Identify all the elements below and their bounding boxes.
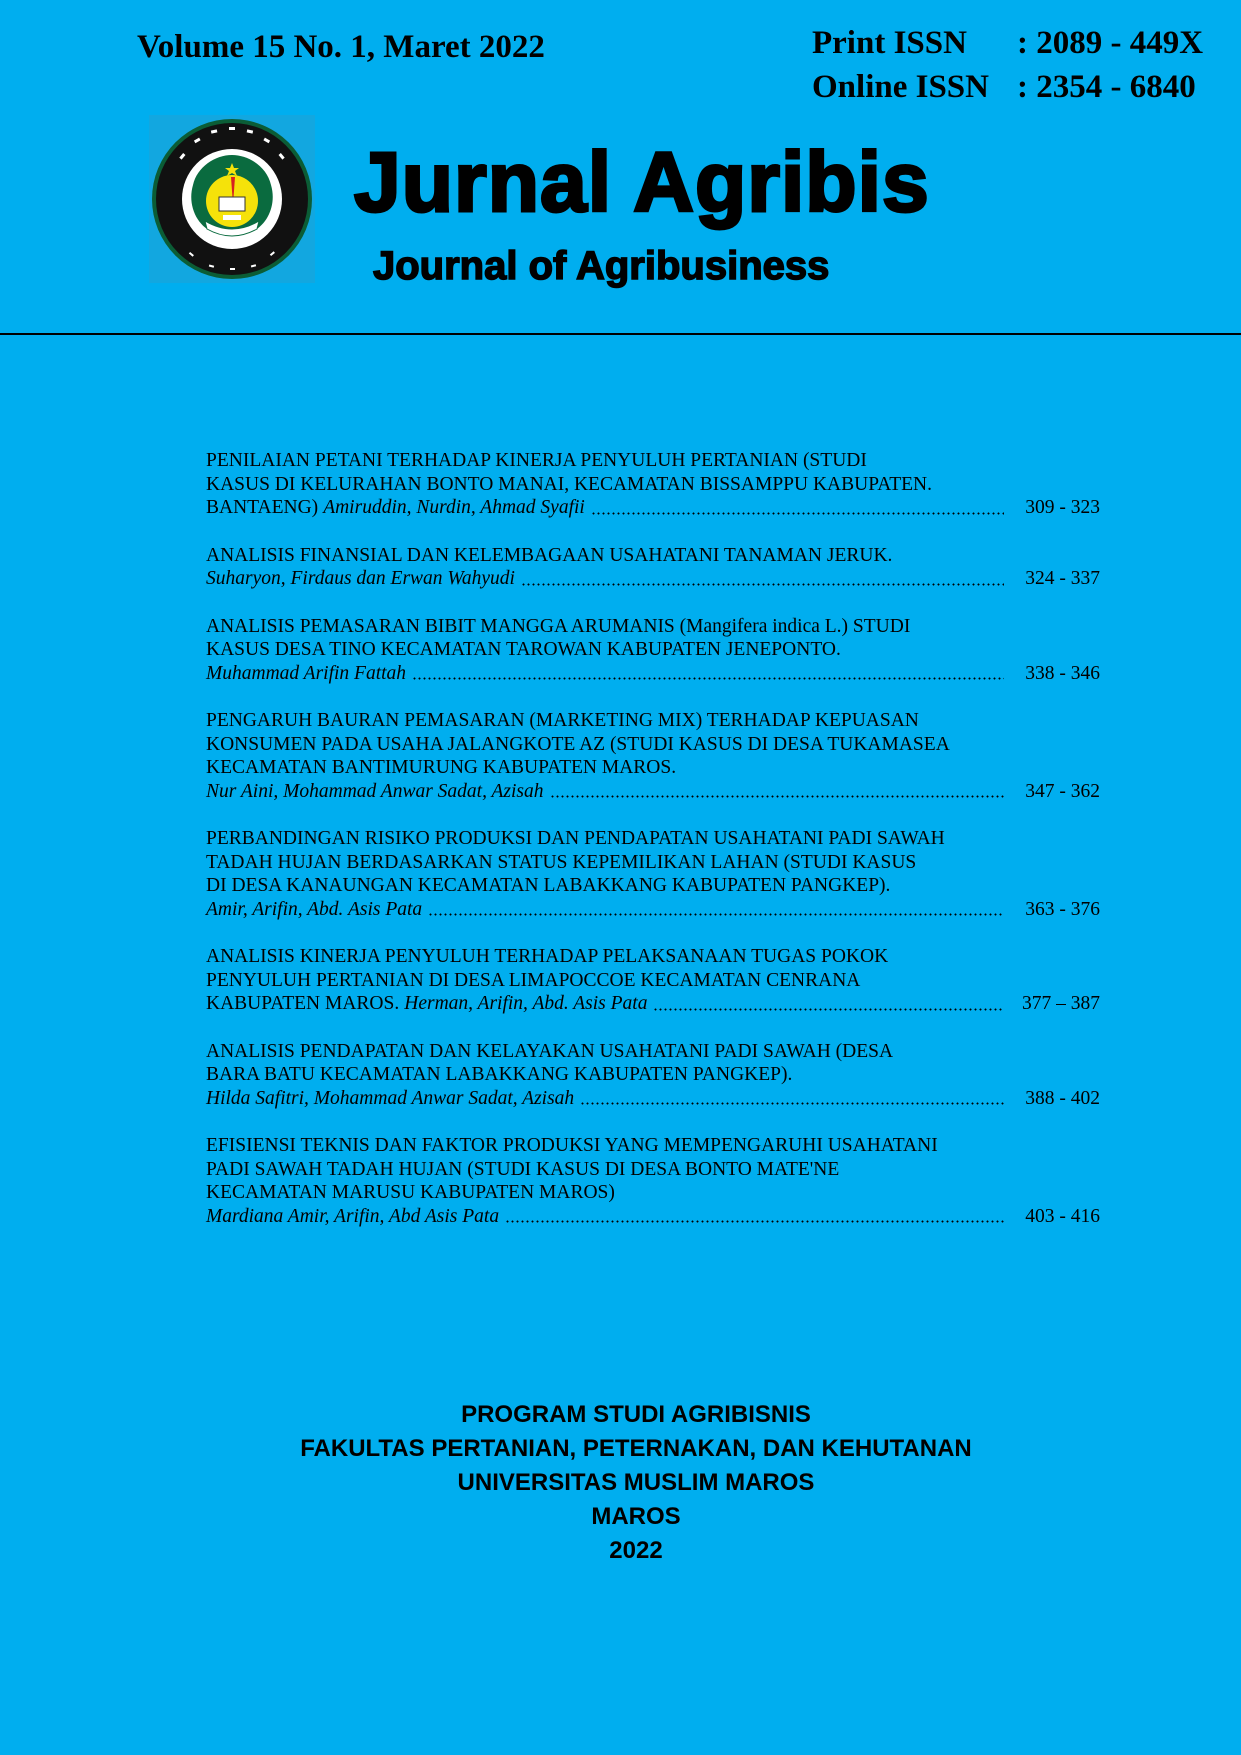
toc-title-line: PENGARUH BAURAN PEMASARAN (MARKETING MIX) TERHADAP KEPUASAN [206, 710, 919, 731]
toc-title-line: KASUS DI KELURAHAN BONTO MANAI, KECAMATAN BISSAMPPU KABUPATEN. [206, 473, 932, 495]
toc-title-line: KECAMATAN MARUSU KABUPATEN MAROS) [206, 1182, 615, 1203]
journal-title: Jurnal Agribis [354, 135, 930, 229]
print-issn [812, 24, 1203, 62]
publisher-block [0, 1398, 1241, 1568]
toc-title-line: KECAMATAN BANTIMURUNG KABUPATEN MAROS. [206, 757, 677, 778]
toc-title-line: KONSUMEN PADA USAHA JALANGKOTE AZ (STUDI KASUS DI DESA TUKAMASEA [206, 733, 950, 755]
dot-leader [428, 913, 1004, 916]
toc-title-line: PERBANDINGAN RISIKO PRODUKSI DAN PENDAPATAN USAHATANI PADI SAWAH [206, 828, 945, 849]
toc-title-line: PENILAIAN PETANI TERHADAP KINERJA PENYULUH PERTANIAN (STUDI [206, 450, 867, 471]
toc-pages: 363 - 376 [1025, 898, 1100, 920]
toc-title-line: PENYULUH PERTANIAN DI DESA LIMAPOCCOE KECAMATAN CENRANA [206, 969, 861, 991]
toc-title-tail: KABUPATEN MAROS. [206, 993, 400, 1014]
toc-title-line: ANALISIS PENDAPATAN DAN KELAYAKAN USAHATANI PADI SAWAH (DESA [206, 1040, 894, 1062]
toc-last-line [206, 1087, 1100, 1111]
print-issn-value: : 2089 - 449X [1017, 25, 1204, 61]
toc-entry [206, 1134, 1100, 1228]
dot-leader [505, 1220, 1004, 1223]
dot-leader [521, 583, 1004, 586]
toc-authors: Muhammad Arifin Fattah [206, 662, 407, 684]
toc-title-line: DI DESA KANAUNGAN KECAMATAN LABAKKANG KABUPATEN PANGKEP). [206, 875, 891, 896]
toc-authors: Nur Aini, Mohammad Anwar Sadat, Azisah [206, 780, 544, 802]
publisher-line: 2022 [609, 1537, 663, 1564]
dot-leader [653, 1008, 1004, 1011]
publisher-line: PROGRAM STUDI AGRIBISNIS [461, 1401, 811, 1428]
toc-last-line [206, 496, 1100, 520]
toc-authors: Amiruddin, Nurdin, Ahmad Syafii [323, 497, 585, 518]
toc-last-line [206, 992, 1100, 1016]
dot-leader [580, 1102, 1004, 1105]
online-issn [812, 68, 1196, 106]
toc-entry [206, 1040, 1100, 1111]
toc-entry [206, 544, 1100, 591]
toc-last-line [206, 662, 1100, 686]
volume-issue: Volume 15 No. 1, Maret 2022 [137, 29, 545, 65]
toc-title-line: KASUS DESA TINO KECAMATAN TAROWAN KABUPATEN JENEPONTO. [206, 639, 841, 660]
toc-title-line: TADAH HUJAN BERDASARKAN STATUS KEPEMILIKAN LAHAN (STUDI KASUS [206, 851, 917, 873]
toc-title-line: PADI SAWAH TADAH HUJAN (STUDI KASUS DI DESA BONTO MATE'NE [206, 1158, 840, 1180]
toc-last-line [206, 780, 1100, 804]
university-logo [149, 115, 315, 283]
dot-leader [550, 795, 1005, 798]
toc-pages: 347 - 362 [1025, 780, 1100, 802]
toc-title-line: EFISIENSI TEKNIS DAN FAKTOR PRODUKSI YANG MEMPENGARUHI USAHATANI [206, 1135, 938, 1156]
publisher-line: UNIVERSITAS MUSLIM MAROS [457, 1469, 815, 1496]
toc-authors: Mardiana Amir, Arifin, Abd Asis Pata [206, 1205, 500, 1227]
university-logo-emblem [149, 115, 315, 283]
toc-title-line: BARA BATU KECAMATAN LABAKKANG KABUPATEN PANGKEP). [206, 1064, 793, 1085]
online-issn-label: Online ISSN [812, 69, 989, 105]
journal-subtitle: Journal of Agribusiness [373, 244, 830, 288]
header-divider [0, 333, 1241, 335]
toc-authors: Herman, Arifin, Abd. Asis Pata [404, 993, 648, 1014]
toc-last-line [206, 567, 1100, 591]
toc-authors: Suharyon, Firdaus dan Erwan Wahyudi [206, 568, 515, 589]
toc-authors: Hilda Safitri, Mohammad Anwar Sadat, Azisah [206, 1087, 575, 1109]
toc-authors: Amir, Arifin, Abd. Asis Pata [206, 898, 423, 920]
toc-pages: 377 – 387 [1022, 993, 1100, 1014]
toc-pages: 309 - 323 [1025, 497, 1100, 518]
toc-pages: 403 - 416 [1025, 1205, 1100, 1227]
toc-last-line [206, 898, 1100, 922]
table-of-contents [206, 449, 1100, 1252]
dot-leader [412, 677, 1004, 680]
toc-entry [206, 827, 1100, 921]
toc-entry [206, 449, 1100, 520]
toc-entry [206, 615, 1100, 686]
toc-entry [206, 945, 1100, 1016]
toc-title-line: ANALISIS KINERJA PENYULUH TERHADAP PELAKSANAAN TUGAS POKOK [206, 946, 889, 967]
toc-last-line [206, 1205, 1100, 1229]
toc-pages: 324 - 337 [1025, 568, 1100, 589]
online-issn-value: : 2354 - 6840 [1017, 69, 1196, 105]
toc-title-line: ANALISIS FINANSIAL DAN KELEMBAGAAN USAHATANI TANAMAN JERUK. [206, 544, 893, 566]
publisher-line: MAROS [591, 1503, 681, 1530]
toc-pages: 338 - 346 [1025, 662, 1100, 684]
toc-title-tail: BANTAENG) [206, 497, 319, 518]
publisher-line: FAKULTAS PERTANIAN, PETERNAKAN, DAN KEHUTANAN [300, 1435, 972, 1462]
print-issn-label: Print ISSN [812, 25, 967, 61]
toc-pages: 388 - 402 [1025, 1087, 1100, 1109]
dot-leader [591, 512, 1004, 515]
toc-title-line: ANALISIS PEMASARAN BIBIT MANGGA ARUMANIS (Mangifera indica L.) STUDI [206, 615, 911, 637]
toc-entry [206, 709, 1100, 803]
